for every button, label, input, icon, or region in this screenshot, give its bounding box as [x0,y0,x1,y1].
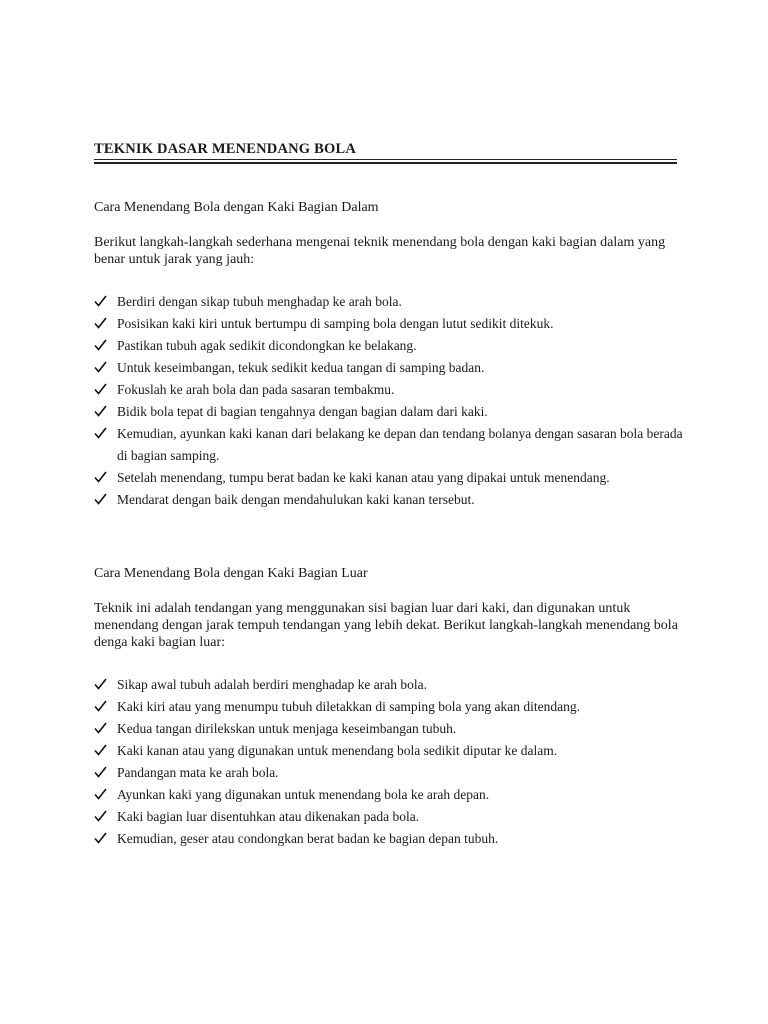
list-item-text: Kaki kiri atau yang menumpu tubuh diletakkan di samping bola yang akan ditendang. [117,699,581,714]
list-item-text: Sikap awal tubuh adalah berdiri menghadap ke arah bola. [117,677,428,692]
list-item [94,806,694,828]
list-item [94,740,694,762]
list-item [94,379,694,401]
checkmark-icon [94,357,110,379]
section-heading-outer-foot: Cara Menendang Bola dengan Kaki Bagian Luar [94,566,368,581]
list-item-text: Bidik bola tepat di bagian tengahnya dengan bagian dalam dari kaki. [117,404,488,419]
checkmark-icon [94,401,110,423]
list-item [94,467,694,489]
list-item [94,401,694,423]
checkmark-icon [94,784,110,806]
list-item-text: Kaki bagian luar disentuhkan atau dikenakan pada bola. [117,809,420,824]
document-title: TEKNIK DASAR MENENDANG BOLA [94,141,356,157]
list-item-text: Posisikan kaki kiri untuk bertumpu di samping bola dengan lutut sedikit ditekuk. [117,316,554,331]
checkmark-icon [94,423,110,445]
list-item [94,291,694,313]
list-item [94,674,694,696]
checkmark-icon [94,467,110,489]
list-item [94,423,694,467]
list-item-text: Mendarat dengan baik dengan mendahulukan kaki kanan tersebut. [117,492,475,507]
list-item [94,762,694,784]
list-item-text: Pandangan mata ke arah bola. [117,765,279,780]
checkmark-icon [94,313,110,335]
checkmark-icon [94,674,110,696]
list-item [94,357,694,379]
list-item-text: Fokuslah ke arah bola dan pada sasaran tembakmu. [117,382,395,397]
section-heading-inner-foot: Cara Menendang Bola dengan Kaki Bagian Dalam [94,200,379,215]
steps-list-inner-foot [94,291,694,511]
title-underline-thin [94,159,677,160]
checkmark-icon [94,291,110,313]
list-item-text: Untuk keseimbangan, tekuk sedikit kedua tangan di samping badan. [117,360,485,375]
checkmark-icon [94,718,110,740]
list-item [94,696,694,718]
steps-list-outer-foot [94,674,694,850]
list-item-text: Kedua tangan dirilekskan untuk menjaga keseimbangan tubuh. [117,721,457,736]
list-item [94,335,694,357]
section-intro-outer-foot: Teknik ini adalah tendangan yang menggunakan sisi bagian luar dari kaki, dan digunakan untuk menendang dengan jarak tempuh tendangan yang lebih dekat. Berikut langkah-langkah menendang bola denga kaki bagian luar: [94,601,678,650]
checkmark-icon [94,740,110,762]
checkmark-icon [94,379,110,401]
checkmark-icon [94,828,110,850]
section-intro-inner-foot: Berikut langkah-langkah sederhana mengenai teknik menendang bola dengan kaki bagian dalam yang benar untuk jarak yang jauh: [94,235,666,267]
list-item-text: Kemudian, ayunkan kaki kanan dari belakang ke depan dan tendang bolanya dengan sasaran bola berada di bagian samping. [117,426,683,463]
list-item-text: Setelah menendang, tumpu berat badan ke kaki kanan atau yang dipakai untuk menendang. [117,470,610,485]
list-item [94,784,694,806]
checkmark-icon [94,489,110,511]
list-item [94,828,694,850]
title-underline-thick [94,162,677,164]
checkmark-icon [94,696,110,718]
list-item-text: Pastikan tubuh agak sedikit dicondongkan ke belakang. [117,338,417,353]
list-item-text: Ayunkan kaki yang digunakan untuk menendang bola ke arah depan. [117,787,490,802]
list-item [94,718,694,740]
list-item-text: Berdiri dengan sikap tubuh menghadap ke arah bola. [117,294,402,309]
checkmark-icon [94,335,110,357]
list-item-text: Kaki kanan atau yang digunakan untuk menendang bola sedikit diputar ke dalam. [117,743,558,758]
checkmark-icon [94,762,110,784]
checkmark-icon [94,806,110,828]
list-item [94,313,694,335]
list-item-text: Kemudian, geser atau condongkan berat badan ke bagian depan tubuh. [117,831,499,846]
list-item [94,489,694,511]
